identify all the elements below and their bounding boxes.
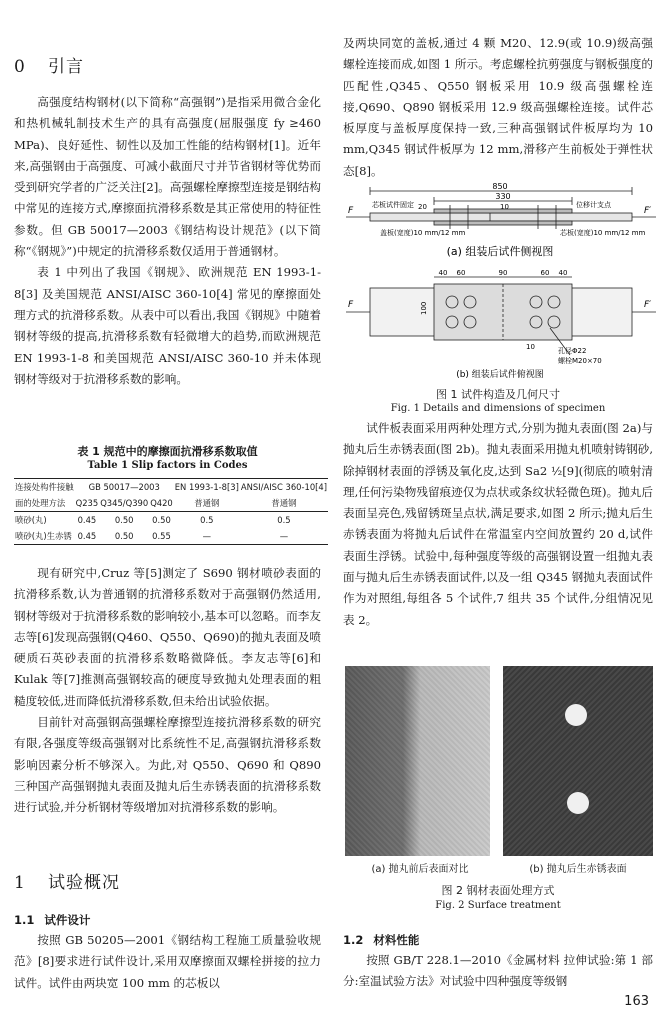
photo-texture — [503, 666, 653, 856]
paragraph-intro-3: 现有研究中,Cruz 等[5]测定了 S690 钢材喷砂表面的抗滑移系数,认为普通钢的抗滑移系数对于高强钢仍然适用,钢材等级对于抗滑移系数的影响较小,基本可以忽略。而李友志等[6]发现高强钢(Q460、Q550、Q690)的抛丸表面及喷硬质石英砂表面的抗滑移系数略微降低。李友志等[6]和 Kulak 等[7]推测高强钢较高的硬度导致抛丸处理表面的粗糙度较低,进而降低抗滑移系数,但未给出试验依据。 — [14, 566, 321, 708]
fig2b-label: (b) 抛丸后生赤锈表面 — [529, 864, 627, 875]
paragraph-materials: 按照 GB/T 228.1—2010《金属材料 拉伸试验:第 1 部分:室温试验方法》对试验中四种强度等级钢 — [343, 953, 653, 989]
table-cell: 0.50 — [99, 528, 149, 545]
table-cell: — — [174, 528, 240, 545]
fig2a-label: (a) 抛丸前后表面对比 — [371, 864, 469, 875]
hole-label: 孔径Φ22 — [558, 347, 587, 355]
section-1-1-heading — [14, 912, 90, 928]
section-title: 试件设计 — [44, 913, 91, 927]
table1-title-zh: 表 1 规范中的摩擦面抗滑移系数取值 — [77, 445, 258, 458]
paragraph-surface: 试件板表面采用两种处理方式,分别为抛丸表面(图 2a)与抛丸后生赤锈表面(图 2b)。抛丸表面采用抛丸机喷射铸钢砂,除掉钢材表面的浮锈及氧化皮,达到 Sa2 ½[9](彻底的喷射清理,任何污染物残留痕迹仅为点状或条纹状轻微色斑)。抛丸后表面呈亮色,残留锈斑呈点状,满足要求,如图 2 所示;抛丸后生赤锈表面为将抛丸后试件在常温室内空间放置约 20 d,试件表面生浮锈。试验中,每种强度等级的高强钢设置一组抛丸表面与抛丸后生赤锈表面试件,以及一组 Q345 钢抛丸表面试件作为对照组,每组各 5 个试件,7 组共 35 个试件,分组情况见表 2。 — [343, 421, 653, 627]
table-cell: 0.55 — [149, 528, 174, 545]
dim-ten: 10 — [526, 343, 535, 351]
dim-top-5: 40 — [558, 269, 568, 277]
table-row — [14, 528, 328, 545]
bolt-label: 螺栓M20×70 — [558, 357, 602, 365]
photo-texture — [345, 666, 490, 856]
table-cell: 0.45 — [77, 515, 97, 525]
section-title: 材料性能 — [373, 933, 420, 947]
table-cell: 喷砂(丸)生赤锈 — [14, 528, 75, 545]
paragraph-intro-1: 高强度结构钢材(以下简称“高强钢”)是指采用微合金化和热机械轧制技术生产的具有高强度(屈服强度 fy ≥460 MPa)、良好延性、韧性以及加工性能的结构钢材[1]。近年来,高强钢由于高强度、可减小截面尺寸并节省钢材等优势而受到研究学者的广泛关注[2]。高强螺栓摩擦型连接是钢结构中常见的连接方式,摩擦面抗滑移系数是其正常使用的特征性参数。但 GB 50017—2003《钢结构设计规范》(以下简称“《钢规》”)中规定的抗滑移系数仅适用于普通钢材。 — [14, 95, 321, 259]
dim-side: 100 — [420, 301, 428, 315]
section-number: 1.2 — [343, 933, 364, 947]
paragraph-intro-4: 目前针对高强钢高强螺栓摩擦型连接抗滑移系数的研究有限,各强度等级高强钢对比系统性不足,高强钢抗滑移系数影响因素分析不够深入。为此,对 Q550、Q690 和 Q890 三种国产高强钢抛丸表面及抛丸后生赤锈表面的抗滑移系数进行试验,并分析钢材等级增加对抗滑移系数的影响。 — [14, 715, 321, 815]
section-1-heading — [14, 868, 120, 893]
label-left-1: 芯板试件固定 — [372, 201, 414, 209]
dim-top-3: 90 — [498, 269, 508, 277]
dim-total: 850 — [492, 183, 508, 191]
right-column-bottom — [343, 950, 653, 993]
label-right-1: 位移计支点 — [576, 201, 611, 209]
table1-header-en: EN 1993-1-8[3] — [174, 479, 240, 496]
table-cell: 0.45 — [75, 528, 100, 545]
section-number: 1 — [14, 873, 26, 893]
table1-slip-factors — [14, 478, 328, 545]
fig1a-label: (a) 组装后试件侧视图 — [446, 245, 554, 258]
bolt-hole — [567, 792, 589, 814]
left-column-lower — [14, 563, 321, 819]
force-left-b: F — [348, 300, 354, 310]
dim-mid: 330 — [495, 192, 511, 201]
figure1-specimen-drawing — [340, 183, 660, 383]
fig2-caption-zh: 图 2 钢材表面处理方式 — [441, 884, 555, 897]
section-number: 0 — [14, 57, 26, 77]
table-cell: 0.5 — [277, 515, 291, 525]
paragraph-design-2: 及两块同宽的盖板,通过 4 颗 M20、12.9(或 10.9)级高强螺栓连接而成,如图 1 所示。考虑螺栓抗剪强度与钢板强度的匹配性,Q345、Q550 钢板采用 10.9 级高强螺栓连接,Q690、Q890 钢板采用 12.9 级高强螺栓连接。试件芯板厚度与盖板厚度保持一致,三种高强钢试件板厚均为 10 mm,Q345 钢试件板厚为 12 mm,滑移产生前板处于弹性状态[8]。 — [343, 36, 653, 178]
photo-rusted-surface — [503, 666, 653, 856]
table1-header-method: 连接处构件接触 — [14, 479, 75, 496]
left-column-bottom — [14, 930, 321, 994]
table1-subheader-en: 普通钢 — [174, 495, 240, 512]
page-number: 163 — [624, 994, 649, 1009]
force-left-a: F — [348, 206, 354, 216]
table-row — [14, 512, 328, 529]
right-column — [343, 33, 653, 182]
section-number: 1.1 — [14, 913, 35, 927]
force-right-b: F′ — [644, 300, 652, 310]
label-right-2: 芯板(宽度)10 mm/12 mm — [560, 229, 646, 237]
table-cell: 0.50 — [114, 515, 134, 525]
left-column — [14, 92, 321, 390]
table-cell: 0.5 — [200, 515, 214, 525]
table-cell: — — [240, 528, 328, 545]
right-column-middle — [343, 418, 653, 631]
photo-shot-blasted-comparison — [345, 666, 490, 856]
bolt-hole — [565, 704, 587, 726]
section-1-2-heading — [343, 932, 419, 948]
section-title: 试验概况 — [48, 873, 120, 893]
dim-top-1: 40 — [438, 269, 448, 277]
dim-gap: 10 — [500, 203, 509, 211]
label-left-2: 盖板(宽度)10 mm/12 mm — [380, 229, 466, 237]
table1-header-gb: GB 50017—2003 — [75, 479, 174, 496]
table1-subheader-method: 面的处理方法 — [14, 495, 75, 512]
table1-subheader-aisc: 普通钢 — [240, 495, 328, 512]
fig1b-label: (b) 组装后试件俯视图 — [456, 370, 544, 380]
fig1-caption-zh: 图 1 试件构造及几何尺寸 — [436, 388, 560, 401]
dim-top-4: 60 — [540, 269, 550, 277]
section-0-heading — [14, 52, 84, 77]
paragraph-design-1: 按照 GB 50205—2001《钢结构工程施工质量验收规范》[8]要求进行试件设计,采用双摩擦面双螺栓拼接的拉力试件。试件由两块宽 100 mm 的芯板以 — [14, 933, 321, 990]
table1-subheader-q235: Q235 — [75, 495, 100, 512]
paragraph-intro-2: 表 1 中列出了我国《钢规》、欧洲规范 EN 1993-1-8[3] 及美国规范 ANSI/AISC 360-10[4] 常见的摩擦面处理方式的抗滑移系数。从表中可以看出,我国《钢规》中随着钢材等级的提高,抗滑移系数有轻微增大的趋势,而欧洲规范 EN 1993-1-8 和美国规范 ANSI/AISC 360-10 并未体现钢材等级对于抗滑移系数的影响。 — [14, 265, 321, 386]
dim-top-2: 60 — [456, 269, 466, 277]
table1-header-aisc: ANSI/AISC 360-10[4] — [240, 479, 328, 496]
fig1-caption-en: Fig. 1 Details and dimensions of specimen — [390, 403, 606, 414]
force-right-a: F′ — [644, 206, 652, 216]
table1-title-en: Table 1 Slip factors in Codes — [87, 460, 248, 471]
fig2-caption-en: Fig. 2 Surface treatment — [435, 900, 561, 911]
table-cell: 喷砂(丸) — [15, 515, 47, 525]
dim-left: 20 — [418, 203, 427, 211]
table-cell: 0.50 — [152, 515, 171, 525]
section-title: 引言 — [48, 57, 84, 77]
table1-subheader-q345: Q345/Q390 — [99, 495, 149, 512]
table1-subheader-q420: Q420 — [149, 495, 174, 512]
